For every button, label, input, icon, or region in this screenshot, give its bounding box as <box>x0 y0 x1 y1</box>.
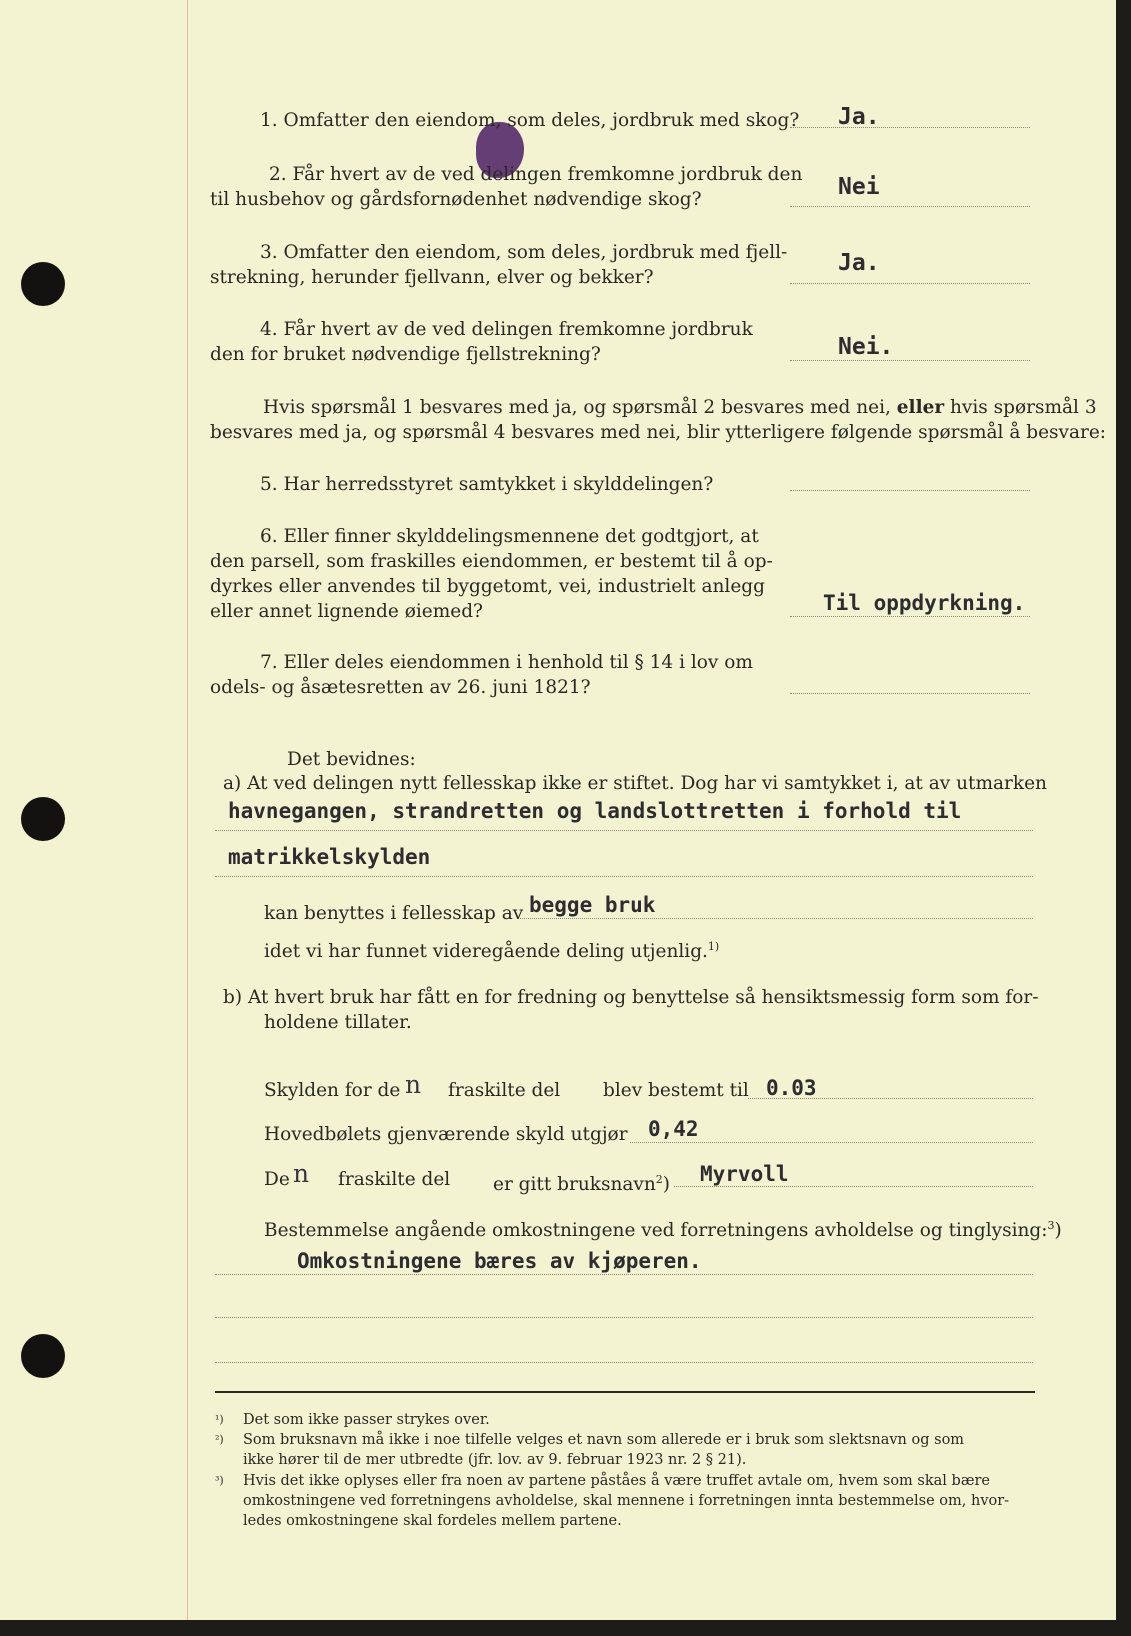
answer-3: Ja. <box>838 250 880 276</box>
answer-2: Nei <box>838 174 880 200</box>
question-6-line-3: dyrkes eller anvendes til byggetomt, vei, industrielt anlegg <box>210 576 765 597</box>
fill-line <box>630 1142 1033 1143</box>
fill-line <box>520 918 1033 919</box>
footnote-2-line-1: Som bruksnavn må ikke i noe tilfelle velges et navn som allerede er i bruk som slektsnavn og som <box>243 1432 965 1448</box>
shared-use-note: idet vi har funnet videregående deling utjenlig.$^{1)}$ <box>264 940 720 963</box>
clause-a-line-1: a) At ved delingen nytt fellesskap ikke er stiftet. Dog har vi samtykket i, at av utmarken <box>223 773 1047 794</box>
footnote-3-marker: ³) <box>215 1474 224 1487</box>
fill-line <box>215 876 1033 877</box>
footnote-2-marker: ²) <box>215 1433 224 1446</box>
answer-6: Til oppdyrkning. <box>823 591 1026 615</box>
question-3-line-1: 3. Omfatter den eiendom, som deles, jordbruk med fjell- <box>260 242 788 263</box>
hovedbol-value: 0,42 <box>648 1117 699 1141</box>
clause-a-fill-2: matrikkelskylden <box>228 845 431 869</box>
question-2-line-1: 2. Får hvert av de ved delingen fremkomne jordbruk den <box>269 164 803 185</box>
fill-line <box>215 830 1033 831</box>
answer-line <box>790 127 1030 128</box>
bruksnavn-label-c: er gitt bruksnavn$^2$) <box>493 1173 671 1196</box>
punch-hole <box>21 797 65 841</box>
question-6-line-1: 6. Eller finner skylddelingsmennene det godtgjort, at <box>260 526 759 547</box>
margin-line <box>187 0 188 1620</box>
footnote-rule <box>215 1391 1035 1393</box>
question-1: 1. Omfatter den eiendom, som deles, jordbruk med skog? <box>260 110 800 131</box>
footnote-1-marker: ¹) <box>215 1413 224 1426</box>
bruksnavn-label-b: fraskilte del <box>338 1169 451 1190</box>
clause-b-line-2: holdene tillater. <box>264 1012 412 1033</box>
clause-a-fill-1: havnegangen, strandretten og landslottretten i forhold til <box>228 799 962 823</box>
footnote-2-line-2: ikke hører til de mer utbredte (jfr. lov. av 9. februar 1923 nr. 2 § 21). <box>243 1452 747 1468</box>
question-6-line-2: den parsell, som fraskilles eiendommen, er bestemt til å op- <box>210 551 773 572</box>
question-7-line-1: 7. Eller deles eiendommen i henhold til § 14 i lov om <box>260 652 753 673</box>
skyld-label: Skylden for de <box>264 1080 401 1101</box>
question-2-line-2: til husbehov og gårdsfornødenhet nødvendige skog? <box>210 189 702 210</box>
shared-use-value: begge bruk <box>529 893 656 917</box>
punch-hole <box>21 1334 65 1378</box>
footnote-1: Det som ikke passer strykes over. <box>243 1412 490 1428</box>
answer-line <box>790 490 1030 491</box>
skyld-label-b: fraskilte del <box>448 1080 561 1101</box>
question-7-line-2: odels- og åsætesretten av 26. juni 1821? <box>210 677 591 698</box>
costs-label: Bestemmelse angående omkostningene ved forretningens avholdelse og tinglysing:$^3$) <box>264 1219 1062 1242</box>
question-3-line-2: strekning, herunder fjellvann, elver og bekker? <box>210 267 654 288</box>
answer-1: Ja. <box>838 104 880 130</box>
answer-line <box>790 360 1030 361</box>
clause-b-line-1: b) At hvert bruk har fått en for fredning og benyttelse så hensiktsmessig form som for- <box>223 987 1039 1008</box>
handwritten-n: n <box>405 1070 422 1099</box>
answer-4: Nei. <box>838 334 894 360</box>
fill-line <box>215 1362 1033 1363</box>
fill-line <box>674 1186 1033 1187</box>
answer-line <box>790 206 1030 207</box>
condition-line-2: besvares med ja, og spørsmål 4 besvares med nei, blir ytterligere følgende spørsmål å besvare: <box>210 422 1107 443</box>
hovedbol-label: Hovedbølets gjenværende skyld utgjør <box>264 1124 628 1145</box>
handwritten-n: n <box>293 1159 310 1188</box>
condition-line-1: Hvis spørsmål 1 besvares med ja, og spørsmål 2 besvares med nei, eller hvis spørsmål 3 <box>263 397 1097 418</box>
footnote-3-line-1: Hvis det ikke oplyses eller fra noen av partene påståes å være truffet avtale om, hvem som skal bære <box>243 1473 990 1489</box>
answer-line <box>790 283 1030 284</box>
bruksnavn-value: Myrvoll <box>700 1162 789 1186</box>
answer-line <box>790 616 1030 617</box>
skyld-value: 0.03 <box>766 1076 817 1100</box>
question-4-line-2: den for bruket nødvendige fjellstrekning? <box>210 344 601 365</box>
footnote-3-line-3: ledes omkostningene skal fordeles mellem partene. <box>243 1513 622 1529</box>
skyld-label-c: blev bestemt til <box>603 1080 749 1101</box>
question-6-line-4: eller annet lignende øiemed? <box>210 601 483 622</box>
bruksnavn-label-a: De <box>264 1169 290 1190</box>
certification-heading: Det bevidnes: <box>287 749 416 770</box>
question-4-line-1: 4. Får hvert av de ved delingen fremkomne jordbruk <box>260 319 753 340</box>
shared-use-label: kan benyttes i fellesskap av <box>264 903 524 924</box>
fill-line <box>215 1274 1033 1275</box>
costs-value: Omkostningene bæres av kjøperen. <box>297 1249 702 1273</box>
punch-hole <box>21 262 65 306</box>
footnote-3-line-2: omkostningene ved forretningens avholdelse, skal mennene i forretningen innta bestemmelse om, hvor- <box>243 1493 1010 1509</box>
answer-line <box>790 693 1030 694</box>
question-5: 5. Har herredsstyret samtykket i skylddelingen? <box>260 474 714 495</box>
fill-line <box>215 1317 1033 1318</box>
